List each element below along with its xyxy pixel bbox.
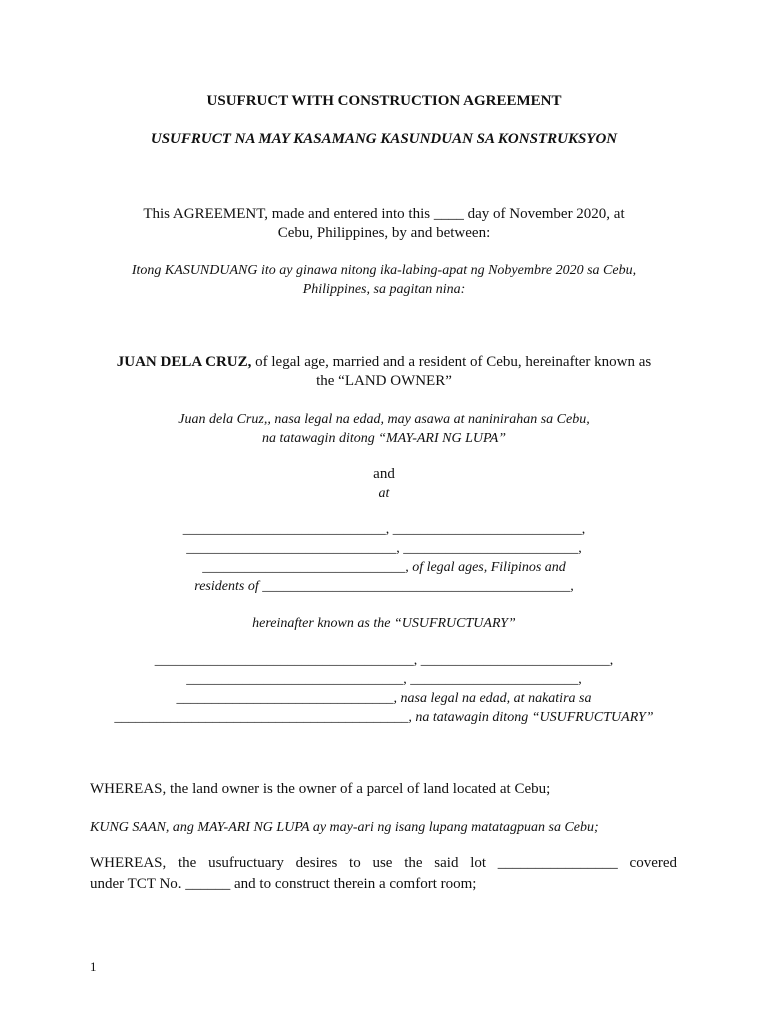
party1-tagalog-line: na tatawagin ditong “MAY-ARI NG LUPA”	[261, 431, 507, 446]
party2-english-line: _____________________________, of legal ages, Filipinos and	[202, 560, 566, 575]
usufructuary-designation: hereinafter known as the “USUFRUCTUARY”	[252, 616, 516, 631]
party1-tagalog-line: Juan dela Cruz,, nasa legal na edad, may asawa at naninirahan sa Cebu,	[178, 412, 590, 427]
party2-tagalog-line: __________________________________________, na tatawagin ditong “USUFRUCTUARY”	[114, 710, 654, 725]
party1-description: of legal age, married and a resident of Cebu, hereinafter known as	[251, 354, 652, 370]
intro-english-line: This AGREEMENT, made and entered into this ____ day of November 2020, at	[143, 206, 625, 222]
party2-english-line: residents of ____________________________________________,	[194, 579, 574, 594]
whereas-clause-english-2: WHEREAS, the usufructuary desires to use the said lot ________________ covered	[90, 855, 677, 871]
whereas-clause-english-2: under TCT No. ______ and to construct therein a comfort room;	[90, 876, 477, 892]
party2-english-line: ______________________________, _________________________,	[186, 541, 582, 556]
party1-english-line	[0, 353, 768, 372]
party1-name: JUAN DELA CRUZ,	[116, 354, 252, 370]
party2-tagalog-line: _____________________________________, ___________________________,	[154, 653, 614, 668]
intro-tagalog-line: Itong KASUNDUANG ito ay ginawa nitong ika-labing-apat ng Nobyembre 2020 sa Cebu,	[131, 263, 637, 278]
page-number: 1	[90, 959, 97, 974]
conjunction-tagalog: at	[378, 486, 390, 501]
intro-tagalog-line: Philippines, sa pagitan nina:	[302, 282, 466, 297]
document-subtitle: USUFRUCT NA MAY KASAMANG KASUNDUAN SA KONSTRUKSYON	[150, 131, 618, 147]
document-title: USUFRUCT WITH CONSTRUCTION AGREEMENT	[206, 93, 562, 109]
whereas-clause-english: WHEREAS, the land owner is the owner of a parcel of land located at Cebu;	[90, 781, 551, 797]
party2-tagalog-line: _______________________________, ________________________,	[186, 672, 582, 687]
intro-english-line: Cebu, Philippines, by and between:	[277, 225, 491, 241]
party2-tagalog-line: _______________________________, nasa legal na edad, at nakatira sa	[176, 691, 592, 706]
party1-english-line: the “LAND OWNER”	[316, 373, 452, 389]
party2-english-line: _____________________________, ___________________________,	[182, 522, 586, 537]
conjunction-english: and	[373, 466, 395, 482]
whereas-clause-tagalog: KUNG SAAN, ang MAY-ARI NG LUPA ay may-ari ng isang lupang matatagpuan sa Cebu;	[90, 820, 599, 835]
